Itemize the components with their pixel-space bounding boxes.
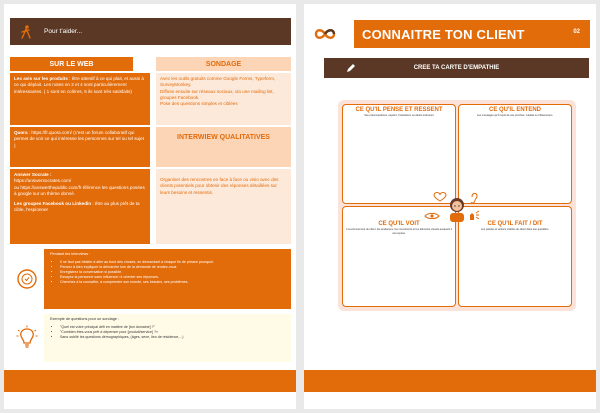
quadrant-pense-desc: Ses préoccupations, espoirs, frustrations ou désirs intérieurs — [364, 114, 434, 117]
interviews-panel — [10, 249, 291, 309]
left-page — [4, 4, 296, 409]
quadrant-pense — [342, 104, 456, 204]
lightbulb-icon — [16, 325, 38, 351]
left-footer-bar — [4, 370, 296, 392]
quadrant-entend-desc: Les messages qu'il reçoit de ses proches, médias ou influenceurs. — [476, 114, 554, 117]
quadrant-fait-title: CE QU'IL FAIT / DIT — [487, 221, 543, 227]
quadrant-voit — [342, 206, 456, 307]
quora-bold: Quora — [14, 130, 28, 135]
quadrant-pense-title: CE QU'IL PENSE ET RESSENT — [355, 107, 443, 113]
right-page — [304, 4, 596, 409]
questions-icon-box — [10, 314, 44, 362]
subtitle-bar — [324, 58, 589, 78]
infinity-logo — [310, 20, 340, 48]
quadrant-fait-desc: Les paroles et actions visibles du client dans son quotidien. — [480, 228, 550, 231]
groupes-text: : être au plus prêt de ta cible, l'espionner — [14, 201, 140, 213]
quadrant-voit-title: CE QU'IL VOIT — [378, 221, 420, 227]
web-column-header: SUR LE WEB — [10, 57, 133, 71]
eye-icon — [424, 212, 440, 220]
avis-bold: Les avis sur les produits — [14, 76, 68, 81]
web-cell-quora — [10, 127, 150, 167]
interview-title: INTERWIEW QUALITATIVES — [156, 127, 291, 167]
interviews-bullet: • Il ne faut pas hésiter à aller au bout des choses, en demandant à chaque fin de phrase pourquoi. — [60, 260, 285, 265]
questions-panel — [10, 314, 291, 362]
interviews-list — [50, 260, 285, 285]
subtitle: CREE TA CARTE D'EMPATHIE — [413, 65, 500, 71]
questions-list — [50, 325, 285, 340]
groupes-bold: Les groupes Facebook ou Linkedin — [14, 201, 92, 207]
interviews-icon-box — [10, 249, 44, 309]
speaking-hand-icon — [468, 210, 480, 222]
web-cell-answer — [10, 169, 150, 244]
answer-line-1: https://answersocrates.com/ — [14, 178, 72, 184]
interviews-bullet: • Pensez à bien expliquer la démarche lors de la demande de rendez-vous — [60, 265, 285, 270]
avis-text: : être attentif à ce qui plait, et aussi à ce qui déplait. Les notes en 2 et 4 sont particulièrement intéressantes. ( 1 sont en colères, 5 ils sont très satisfaits) — [14, 76, 144, 94]
persona-avatar-icon — [446, 195, 468, 223]
infinity-icon — [312, 27, 338, 41]
interviews-body — [44, 249, 291, 309]
questions-heading: Exemple de questions pour un sondage : — [50, 317, 120, 321]
answer-line-2: ou https://answerthepublic.com/fr éférence les questions posées à google sur un thème donné. — [14, 184, 145, 196]
quadrant-entend-title: CE QU'IL ENTEND — [489, 107, 541, 113]
questions-bullet: • "Combien êtes-vous prêt à dépenser pour [produit/service] ?» — [60, 330, 285, 335]
left-header-title: Pour t'aider... — [44, 28, 83, 35]
empathy-map — [338, 100, 576, 311]
heart-icon — [433, 192, 447, 202]
questions-bullet: • "Quel est votre principal défi en matière de [ton domaine] ?" — [60, 325, 285, 330]
interviews-heading: Pendant tes interviews : — [50, 252, 91, 256]
interviews-bullet: • Enregistrez la conversation si possible. — [60, 270, 285, 275]
page-title: CONNAITRE TON CLIENT — [362, 26, 525, 42]
sondage-line-2: Diffuse ensuite sur réseaux sociaux, via une mailing list, groupes Facebook. — [160, 88, 274, 100]
sondage-line-1: Avec les outils gratuits comme Google Forms, Typeform, SurveyMonkey. — [160, 76, 276, 88]
person-walking-icon — [18, 24, 34, 40]
sondage-column-header: SONDAGE — [156, 57, 291, 71]
quadrant-voit-desc: L'environnement du client, les tendances, les concurrents et les éléments visuels auxquels il est exposé. — [346, 228, 452, 235]
title-bar — [354, 20, 590, 48]
sondage-line-3: Pose des questions simples et ciblées — [160, 101, 238, 107]
ear-icon — [470, 192, 478, 204]
quora-text: : https://fr.quora.com/ (c'est un forum collaboratif qui permet de voir ce qui intéresse les personnes sur tel ou tel sujet ) — [14, 130, 144, 148]
interview-text: Organiser des rencontres en face à face ou visio avec des clients potentiels pour obtenir des réponses détaillées sur leurs besoins et ressentis. — [156, 169, 291, 244]
title-row — [304, 20, 596, 48]
answer-bold: Answer Socrate : — [14, 172, 52, 177]
quadrant-entend — [458, 104, 572, 204]
questions-bullet: • Sans oublié les questions démographiques, (âges, sexe, lieu de résidence,...) — [60, 335, 285, 340]
interviews-bullet: • Cherchez à la connaître, à comprendre son monde, ses besoins, ses problèmes. — [60, 280, 285, 285]
right-footer-bar — [304, 370, 596, 392]
left-header — [10, 18, 291, 45]
web-cell-avis — [10, 73, 150, 125]
clock-badge-icon — [16, 268, 38, 290]
page-number: 02 — [573, 29, 580, 35]
questions-body — [44, 314, 291, 362]
interviews-bullet: • Essayez la personne sans influencer ni orienter ses réponses. — [60, 275, 285, 280]
sondage-cell — [156, 73, 291, 125]
